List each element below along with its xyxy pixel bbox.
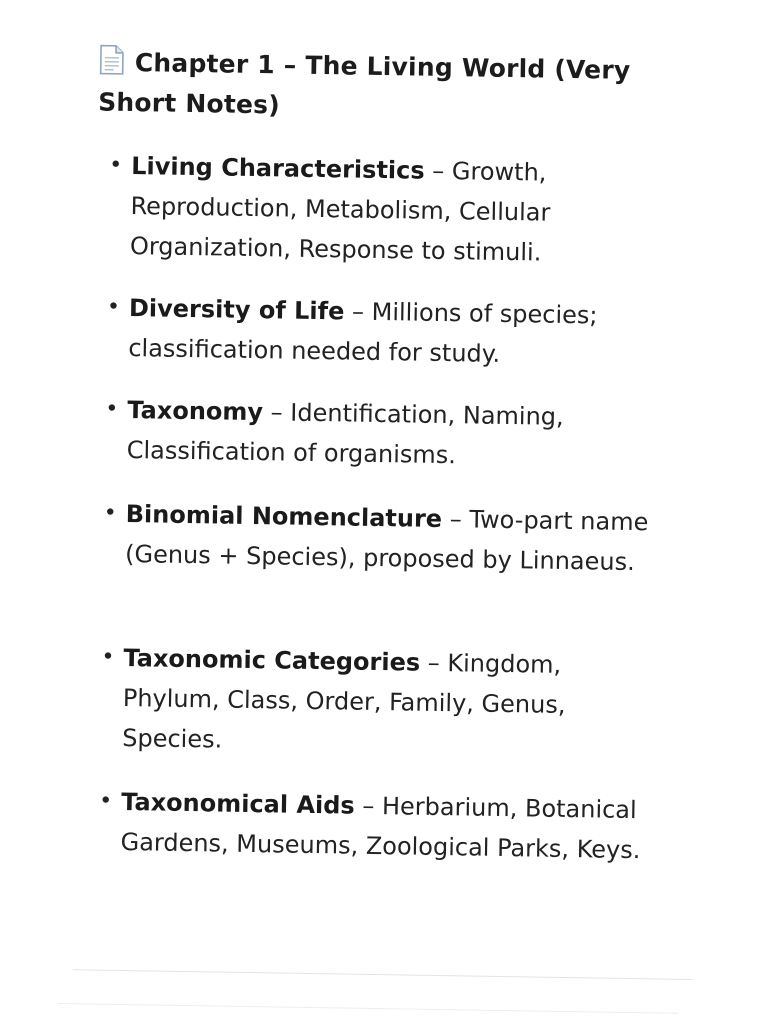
note-text [120,782,659,870]
bullet: • [107,288,130,328]
bullet: • [105,390,128,430]
list-item [103,494,664,583]
note-text [122,638,662,766]
note-dash: – [424,157,452,185]
divider [73,969,693,980]
list-item [106,288,667,377]
page-title [98,42,659,131]
note-dash: – [263,398,291,426]
note-dash: – [442,505,470,533]
note-description: Identification, Naming, Classification of organisms. [127,399,564,470]
note-text [125,494,664,582]
note-text [128,288,667,376]
note-description: Two-part name (Genus + Species), proposed by Linnaeus. [125,505,649,576]
note-term: Diversity of Life [129,294,345,325]
note-term: Taxonomic Categories [123,644,420,677]
bullet: • [99,782,122,822]
bullet: • [109,146,132,186]
note-dash: – [355,792,383,820]
note-term: Taxonomical Aids [121,788,355,820]
note-term: Binomial Nomenclature [126,500,443,533]
list-item [100,638,662,767]
note-description: Millions of species; classification needed for study. [128,298,598,368]
notes-list [8,0,768,6]
note-term: Taxonomy [127,396,263,426]
bullet: • [101,638,124,678]
note-text [126,390,665,478]
list-item [108,146,670,275]
page-facing-up-icon [99,44,125,74]
note-dash: – [344,297,372,325]
list-item [104,390,665,479]
note-description: Growth, Reproduction, Metabolism, Cellular Organization, Response to stimuli. [130,157,551,266]
note-description: Herbarium, Botanical Gardens, Museums, Zoological Parks, Keys. [120,792,640,864]
note-text [130,146,670,274]
divider [58,1003,678,1014]
bullet: • [103,494,126,534]
note-description: Kingdom, Phylum, Class, Order, Family, Genus, Species. [122,649,566,753]
note-dash: – [420,649,448,677]
list-item [98,782,659,871]
note-term: Living Characteristics [131,152,425,185]
page-title-text: Chapter 1 – The Living World (Very Short Notes) [98,48,631,119]
